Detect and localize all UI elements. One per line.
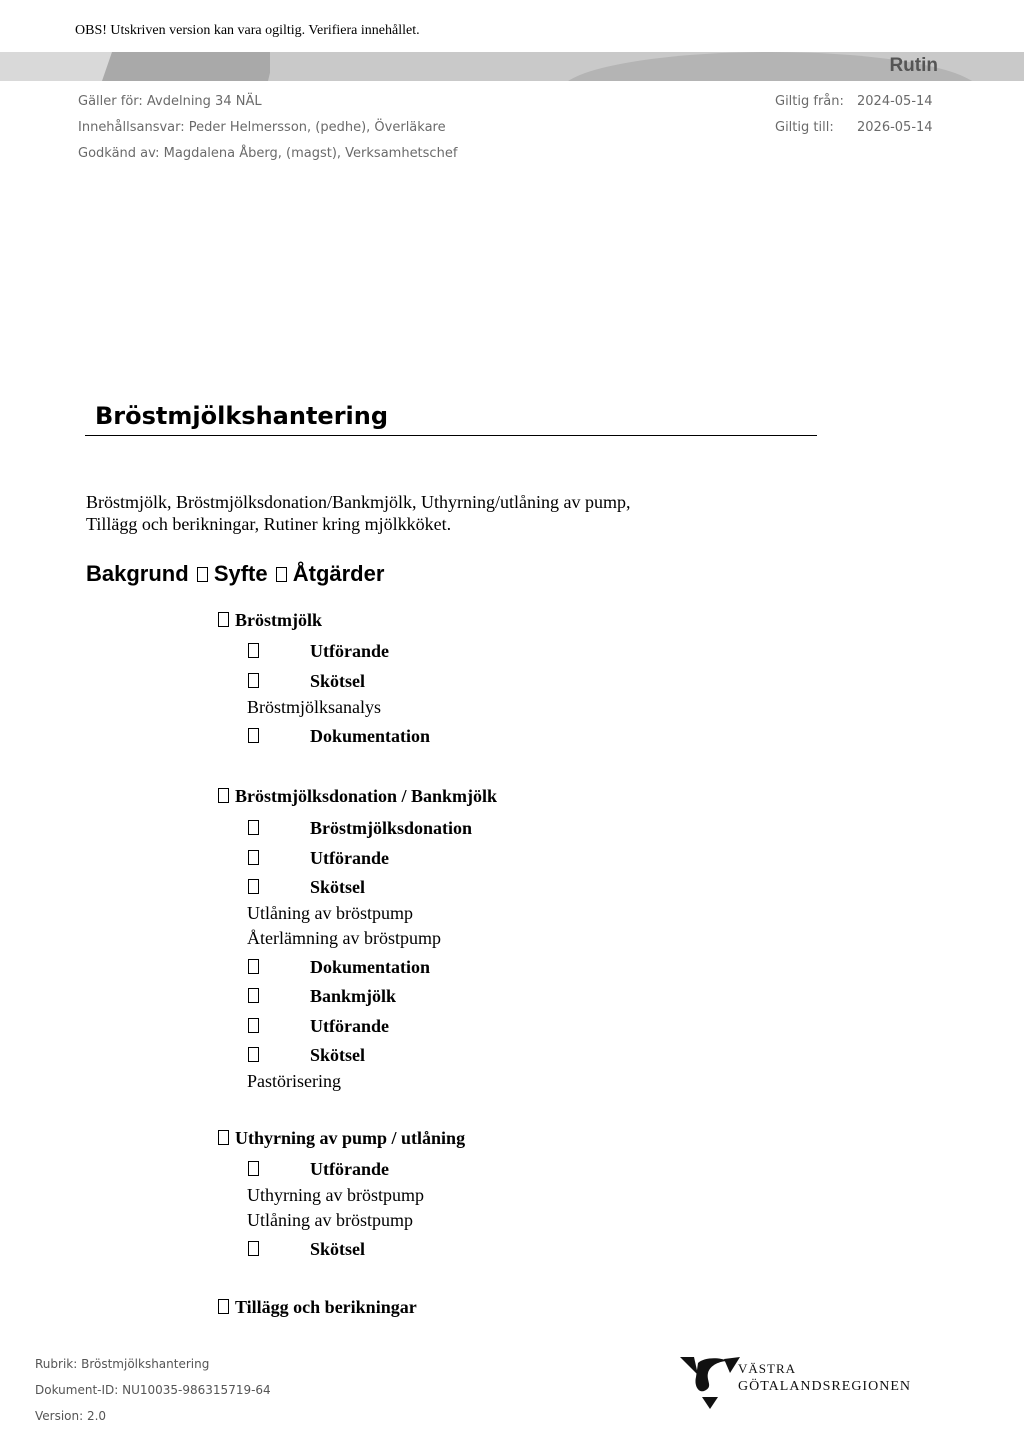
missing-glyph-icon [248,643,259,658]
toc-item[interactable]: Skötsel [248,1239,259,1260]
toc-group[interactable]: Tillägg och berikningar [216,1297,417,1318]
missing-glyph-icon [248,959,259,974]
document-meta-right [775,89,933,141]
approved-by: Godkänd av: Magdalena Åberg, (magst), Verksamhetschef [78,146,458,161]
toc-group[interactable]: Uthyrning av pump / utlåning [216,1128,465,1149]
toc-group[interactable]: Bröstmjölksdonation / Bankmjölk [216,786,497,807]
vgr-logo-icon [680,1357,740,1411]
toc-subitem[interactable]: Uthyrning av bröstpump [247,1185,424,1205]
missing-glyph-icon [248,728,259,743]
missing-glyph-icon [218,1299,229,1314]
document-type: Rutin [889,55,938,76]
content-owner: Innehållsansvar: Peder Helmersson, (pedhe), Överläkare [78,120,446,135]
toc-subitem[interactable]: Bröstmjölksanalys [247,697,381,717]
toc-item[interactable]: Utförande [248,848,259,869]
missing-glyph-icon [248,1047,259,1062]
toc-subitem[interactable]: Pastörisering [247,1071,341,1091]
valid-to: Giltig till: 2026-05-14 [775,120,933,135]
toc-item[interactable]: Bröstmjölksdonation [248,818,259,839]
print-notice: OBS! Utskriven version kan vara ogiltig. Verifiera innehållet. [75,23,420,38]
logo-line2: GÖTALANDSREGIONEN [738,1379,911,1394]
missing-glyph-icon [248,879,259,894]
toc-item[interactable]: Skötsel [248,877,259,898]
toc-subitem[interactable]: Utlåning av bröstpump [247,903,413,923]
toc-item[interactable]: Dokumentation [248,957,259,978]
missing-glyph-icon [218,788,229,803]
toc-group[interactable]: Bröstmjölk [216,610,322,631]
missing-glyph-icon [248,1161,259,1176]
footer-document-id: Dokument-ID: NU10035-986315719-64 [35,1383,271,1397]
toc-subitem[interactable]: Utlåning av bröstpump [247,1210,413,1230]
applies-to: Gäller för: Avdelning 34 NÄL [78,94,262,109]
keywords: Bröstmjölk, Bröstmjölksdonation/Bankmjölk, Uthyrning/utlåning av pump, Tillägg och berikningar, Rutiner kring mjölkköket. [86,492,631,534]
toc-item[interactable]: Skötsel [248,671,259,692]
missing-glyph-icon [248,820,259,835]
missing-glyph-icon [248,850,259,865]
logo-line1: VÄSTRA [738,1361,797,1376]
missing-glyph-icon [248,673,259,688]
toc-item[interactable]: Utförande [248,1016,259,1037]
toc-subitem[interactable]: Återlämning av bröstpump [247,928,441,948]
toc-item[interactable]: Bankmjölk [248,986,259,1007]
missing-glyph-icon [248,988,259,1003]
toc-item[interactable]: Dokumentation [248,726,259,747]
footer-heading: Rubrik: Bröstmjölkshantering [35,1357,210,1371]
page-footer [35,1351,271,1429]
page-title: Bröstmjölkshantering [95,402,389,430]
valid-from: Giltig från: 2024-05-14 [775,94,933,109]
missing-glyph-icon [218,1130,229,1145]
title-underline [85,435,817,436]
missing-glyph-icon [248,1241,259,1256]
document-meta-left [78,89,457,167]
vgr-logo [680,1357,911,1416]
footer-version: Version: 2.0 [35,1409,107,1423]
header-banner [0,52,1024,81]
banner-stripe-light [0,52,120,81]
missing-glyph-icon [276,567,287,582]
toc-item[interactable]: Skötsel [248,1045,259,1066]
section-heading: Bakgrund Syfte Åtgärder [86,561,385,586]
toc-item[interactable]: Utförande [248,641,259,662]
missing-glyph-icon [218,612,229,627]
toc-item[interactable]: Utförande [248,1159,259,1180]
missing-glyph-icon [197,567,208,582]
missing-glyph-icon [248,1018,259,1033]
